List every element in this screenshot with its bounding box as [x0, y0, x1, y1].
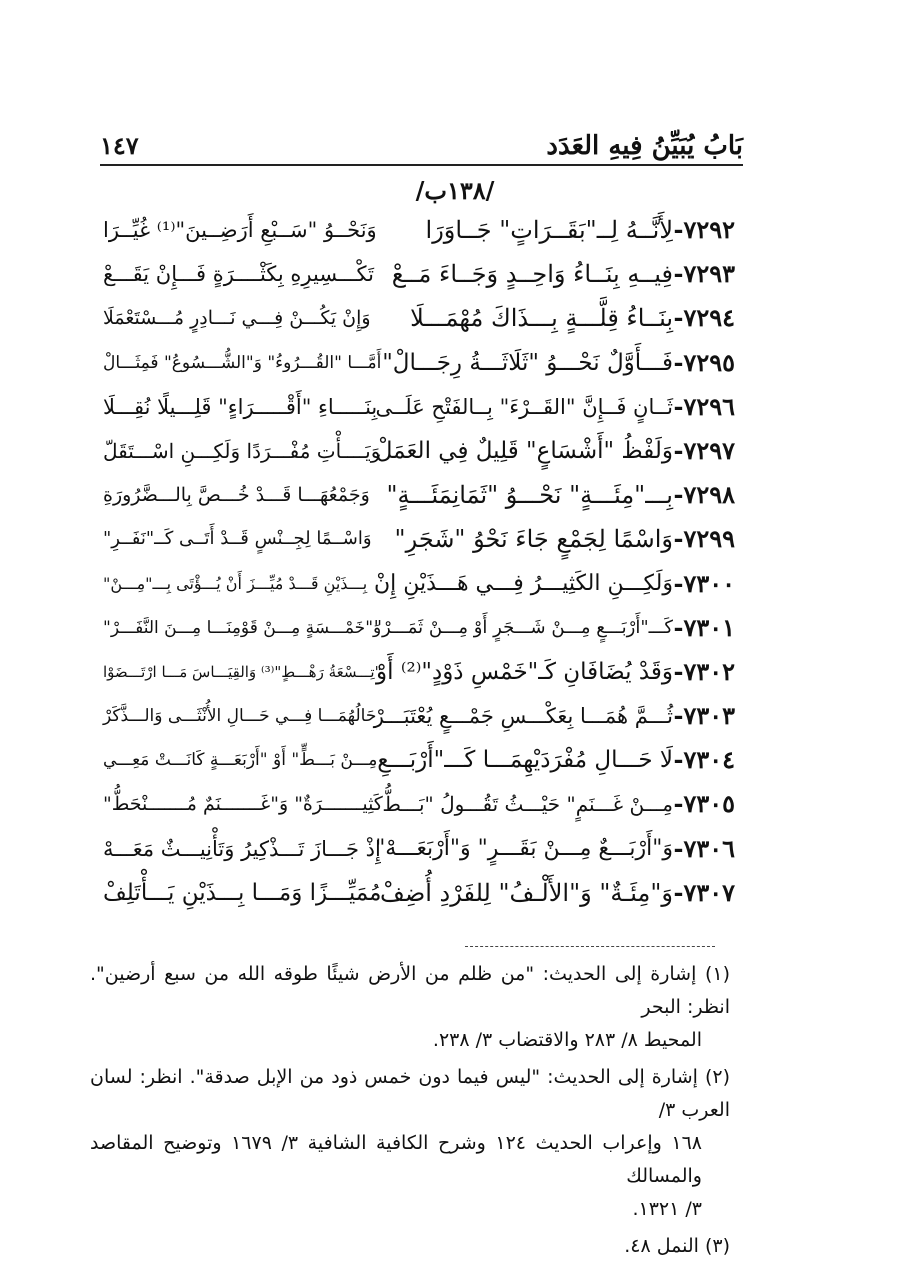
footnote-line: إشارة إلى الحديث: "ليس فيما دون خمس ذود من الإبل صدقة". انظر: لسان العرب ٣/: [90, 1066, 730, 1121]
footnote-line: المحيط ٨/ ٢٨٣ والاقتضاب ٣/ ٢٣٨.: [432, 1029, 702, 1051]
verse-second-hemistich: وَاسْــمًا لِجِــنْسٍ قَــدْ أَتَــى كَــ"نَفَــرِ": [103, 528, 372, 550]
verse-second-hemistich: أَمَّـــا "القُـــرُوءُ" وَ"الشُّـــسُوعُ" فَمِثَـــالْ: [103, 352, 382, 373]
verse-number: ٧٢٩٣-: [673, 259, 735, 289]
footnote-marker: (٣): [704, 1235, 730, 1257]
verse-row: [95, 387, 735, 431]
footnote-marker: (١): [704, 963, 730, 985]
verse-first-hemistich: بِـــ"مِئَـــةٍ" نَحْـــوُ "ثَمَانِمَئَـــةٍ": [386, 481, 673, 510]
verse-number: ٧٣٠١-: [673, 612, 735, 642]
verse-second-hemistich: وَيَــــأْتِ مُفْـــرَدًا وَلَكِـــنِ اسْـــتَقَلّ: [103, 438, 381, 463]
footnote-line: النمل ٤٨.: [624, 1235, 699, 1257]
verse-number: ٧٣٠٣-: [673, 701, 735, 731]
verse-row: [95, 298, 735, 342]
verse-first-hemistich: فَـــأَوَّلٌ نَحْـــوُ "ثَلَاثَـــةُ رِجَـــالْ": [382, 349, 673, 376]
verse-row: [95, 564, 735, 608]
footnote: [90, 958, 730, 1057]
verse-row: [95, 431, 735, 475]
footnote: [90, 1230, 730, 1263]
verse-second-hemistich: وَجَمْعُهَـــا قَـــدْ خُـــصَّ بِالـــضَّرُورَةِ: [103, 484, 370, 507]
verse-first-hemistich: مِـــنْ غَـــنَمٍ" حَيْـــثُ تَقُـــولُ "بَـــطُّ: [382, 792, 673, 817]
verse-second-hemistich: كَثِيـــــــرَةٌ" وَ"غَـــــــنَمٌ مُـــــــنْحَطُّ": [103, 793, 383, 816]
verse-row: [95, 784, 735, 828]
verse-first-hemistich: فِيــهِ بِنَــاءُ وَاحِــدٍ وَجَــاءَ مَــعْ: [391, 260, 673, 289]
verse-row: [95, 210, 735, 254]
footnote-line: ١٦٨ وإعراب الحديث ١٢٤ وشرح الكافية الشافية ٣/ ١٦٧٩ وتوضيح المقاصد والمسالك: [90, 1132, 702, 1187]
verse-number: ٧٣٠٦-: [673, 833, 735, 863]
verse-number: ٧٢٩٨-: [673, 480, 735, 510]
verse-second-hemistich: وَإِنْ يَكُـــنْ فِـــي نَـــادِرٍ مُـــسْتَعْمَلَا: [103, 307, 371, 330]
verse-row: [95, 608, 735, 652]
verse-first-hemistich: ثَــانٍ فَــإِنَّ "القَــرْءَ" بِــالفَتْحِ عَلَــى: [375, 394, 673, 419]
verse-list: [95, 210, 735, 917]
verse-second-hemistich: "تِـــسْعَةُ رَهْـــطٍ"⁽³⁾ وَالقِيَـــاسَ مَـــا ارْتَـــضَوْا: [103, 662, 382, 681]
verse-first-hemistich: وَ"مِئَـةٌ" وَ"الأَلْـفُ" لِلفَرْدِ أُضِفْ: [380, 878, 673, 907]
footnote: [90, 1061, 730, 1226]
verse-second-hemistich: مُمَيِّـــزًا وَمَـــا بِـــذَيْنِ يَـــأْتَلِفْ: [103, 879, 382, 906]
header-rule: [100, 164, 743, 166]
verse-row: [95, 475, 735, 519]
verse-number: ٧٢٩٥-: [673, 347, 735, 377]
verse-row: [95, 652, 735, 696]
verse-number: ٧٣٠٧-: [673, 877, 735, 907]
verse-number: ٧٢٩٧-: [673, 435, 735, 465]
verse-first-hemistich: وَلَكِـــنِ الكَثِيـــرُ فِـــي هَـــذَيْنِ إِنْ: [373, 570, 673, 596]
page-number: ١٤٧: [100, 131, 139, 160]
verse-second-hemistich: وَ"خَمْـــسَةٍ مِـــنْ قَوْمِنَـــا مِـــنَ النَّفَـــرْ": [103, 617, 382, 638]
verse-first-hemistich: كَـــ"أَرْبَـــعٍ مِـــنْ شَـــجَرٍ أَوْ مِـــنْ ثَمَـــرْ": [373, 616, 673, 638]
verse-second-hemistich: حَالُهُمَـــا فِـــي حَـــالِ الأُنْثَـــى وَالـــذَّكَرْ: [103, 706, 377, 727]
verse-second-hemistich: إِذْ جَـــازَ تَـــذْكِيرُ وَتَأْنِيـــثٌ مَعَـــهْ: [103, 836, 381, 861]
verse-second-hemistich: بِنَـــــاءِ "أَقْـــــرَاءٍ" قَلِـــيلًا نُقِـــلَا: [103, 394, 378, 419]
verse-first-hemistich: وَ"أَرْبَـــعٌ مِـــنْ بَقَـــرٍ" وَ"أَرْبَعَـــهْ": [375, 835, 673, 861]
footnote-separator: [465, 946, 715, 948]
footnote-line: ٣/ ١٣٢١.: [632, 1198, 702, 1220]
verse-first-hemistich: وَاسْمًا لِجَمْعٍ جَاءَ نَحْوُ "شَجَرِ": [394, 525, 673, 554]
verse-first-hemistich: وَلَفْظُ "أَشْسَاعٍ" قَلِيلٌ فِي العَمَلْ: [375, 437, 673, 464]
running-head: [100, 126, 743, 166]
verse-first-hemistich: لِأَنَّــهُ لِــ"بَقَــرَاتٍ" جَــاوَرَا: [425, 216, 673, 244]
verse-number: ٧٢٩٩-: [673, 524, 735, 554]
verse-number: ٧٣٠٥-: [673, 789, 735, 819]
verse-row: [95, 519, 735, 563]
footnote-line: إشارة إلى الحديث: "من ظلم من الأرض شيئًا طوقه الله من سبع أرضين". انظر: البحر: [90, 963, 730, 1018]
verse-row: [95, 740, 735, 784]
verse-number: ٧٣٠٠-: [673, 568, 735, 598]
verse-second-hemistich: وَنَحْــوُ "سَــبْعِ أَرَضِــينَ"⁽¹⁾ غُيِّــرَا: [103, 218, 377, 242]
verse-row: [95, 696, 735, 740]
verse-second-hemistich: مِـــنْ بَـــطٍّ" أَوْ "أَرْبَعَـــةٍ كَانَـــتْ مَعِـــي: [103, 750, 378, 771]
folio-marker: /١٣٨ب/: [415, 176, 495, 205]
verse-first-hemistich: لَا حَـــالِ مُفْرَدَيْهِمَـــا كَـــ"أَرْبَـــعِ: [377, 747, 673, 774]
verse-row: [95, 873, 735, 917]
verse-first-hemistich: بِنَــاءُ قِلَّـــةٍ بِـــذَاكَ مُهْمَـــلَا: [410, 304, 673, 333]
verse-number: ٧٣٠٤-: [673, 745, 735, 775]
verse-number: ٧٢٩٢-: [673, 215, 735, 244]
verse-number: ٧٣٠٢-: [673, 656, 735, 686]
verse-first-hemistich: ثُـــمَّ هُمَـــا بِعَكْـــسِ جَمْـــعٍ يُعْتَبَـــرْ: [373, 704, 673, 729]
verse-row: [95, 829, 735, 873]
verse-row: [95, 254, 735, 298]
verse-second-hemistich: تَكْـــسِيرِهِ بِكَثْــــرَةٍ فَـــإِنْ يَقَـــعْ: [103, 262, 374, 287]
chapter-title: بَابُ يُبَيِّنُ فِيهِ العَدَد: [546, 131, 743, 161]
verse-first-hemistich: وَقَدْ يُضَافَانِ كَـ"خَمْسِ ذَوْدٍ"⁽²⁾ أَوْ: [376, 658, 673, 685]
footnotes: [90, 958, 730, 1267]
verse-number: ٧٢٩٦-: [673, 391, 735, 421]
verse-second-hemistich: بِـــذَيْنِ قَـــدْ مُيِّـــزَ أَنْ يُـــؤْتَى بِـــ"مِـــنْ": [103, 573, 368, 593]
footnote-marker: (٢): [704, 1066, 731, 1088]
verse-row: [95, 343, 735, 387]
verse-number: ٧٢٩٤-: [673, 303, 735, 333]
